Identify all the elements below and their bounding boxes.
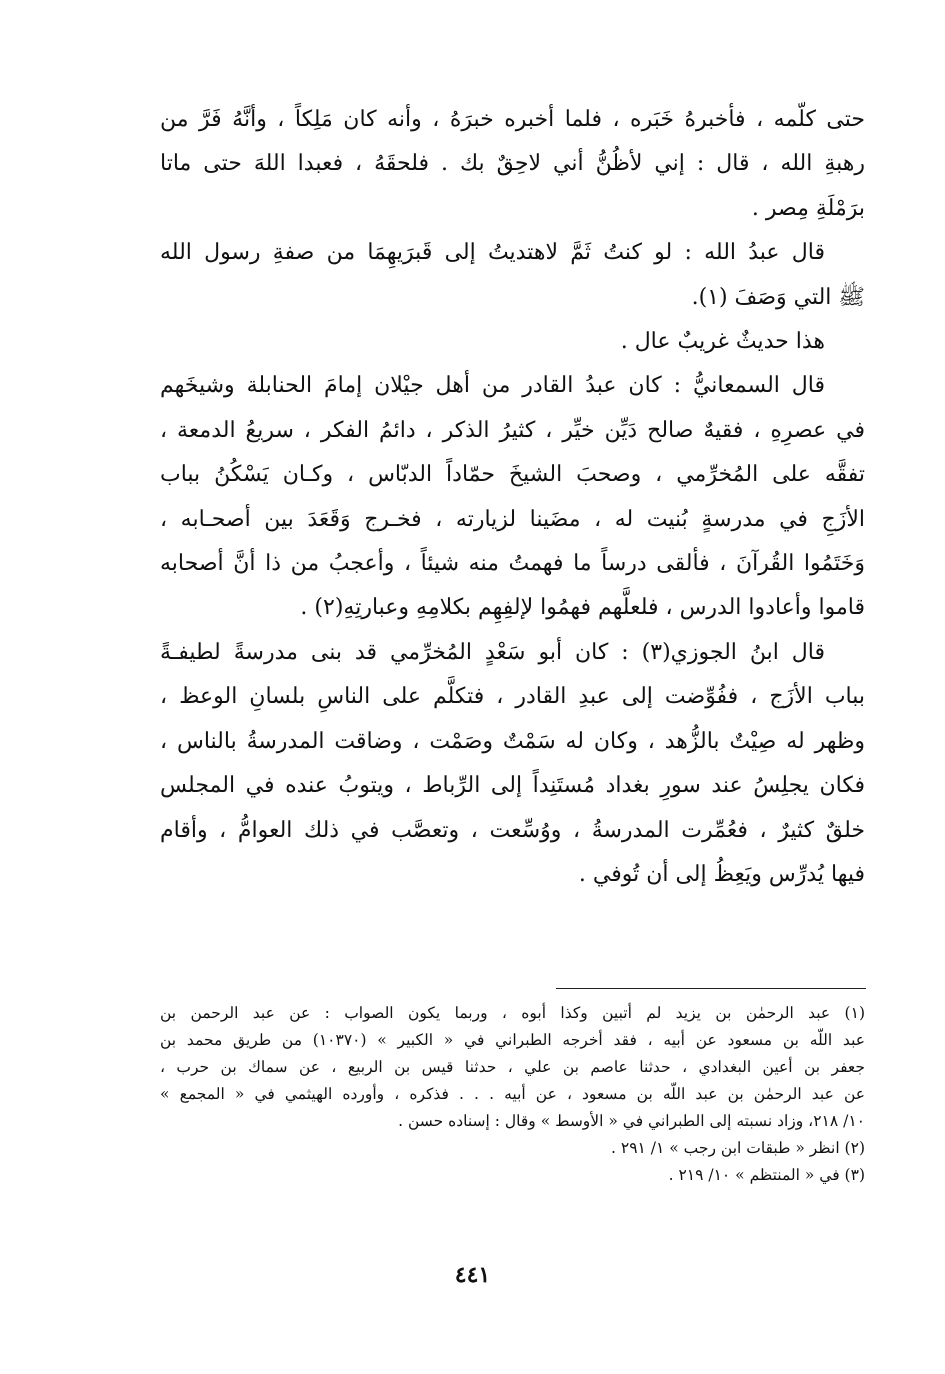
footnote-2: (٢) انظر « طبقات ابن رجب » ١/ ٢٩١ . [611, 1139, 865, 1157]
paragraph-3 [160, 320, 865, 364]
paragraph-5 [160, 631, 865, 897]
text-line: حتى كلّمه ، فأخبرهُ خَبَره ، فلما أخبره خبرَهُ ، وأنه كان مَلِكاً ، وأنَّهُ فَرَّ من [160, 107, 865, 132]
text-line: ﷺ التي وَصَفَ (١). [691, 284, 865, 310]
text-line: في عصرِهِ ، فقيهٌ صالح دَيِّن خيِّر ، كثيرُ الذكر ، دائمُ الفكر ، سريعُ الدمعة ، [160, 417, 865, 443]
text-line: قال ابنُ الجوزي(٣) : كان أبو سَعْدٍ المُخرِّمي قد بنى مدرسةً لطيفـةً [160, 639, 826, 665]
paragraph-4 [160, 364, 865, 630]
page-number: ٤٤١ [454, 1262, 491, 1288]
text-line: بباب الأزَج ، ففُوِّضت إلى عبدِ القادر ، فتكلَّم على الناسِ بلسانِ الوعظ ، [160, 684, 865, 710]
text-line: قال عبدُ الله : لو كنتُ ثَمَّ لاهتديتُ إلى قَبرَيهِمَا من صفةِ رسول الله [160, 240, 825, 266]
text-line: الأزَجِ في مدرسةٍ بُنيت له ، مضَينا لزيارته ، فخـرج وَقَعَدَ بين أصحـابه ، [160, 506, 865, 532]
text-line: قال السمعانيُّ : كان عبدُ القادر من أهل جيْلان إمامَ الحنابلة وشيخَهم [160, 373, 825, 399]
text-line: رهبةِ الله ، قال : إني لأظُنُّ أني لاحِقٌ بك . فلحقَهُ ، فعبدا اللهَ حتى ماتا [160, 151, 865, 177]
footnote-line: جعفر بن أعين البغدادي ، حدثنا عاصم بن علي ، حدثنا قيس بن الربيع ، عن سماك بن حرب ، [160, 1058, 865, 1076]
footnotes [160, 1000, 865, 1189]
main-text [160, 98, 865, 897]
text-line: فيها يُدرِّس ويَعِظُ إلى أن تُوفي . [578, 861, 865, 887]
footnote-line: عن عبد الرحمٰن بن عبد اللّه بن مسعود ، عن أبيه . . . فذكره ، وأورده الهيثمي في « المجمع » [160, 1085, 865, 1103]
text-line: خلقٌ كثيرٌ ، فعُمِّرت المدرسةُ ، ووُسِّعت ، وتعصَّب في ذلك العوامُّ ، وأقام [160, 817, 865, 843]
footnote-line: عبد اللّه بن مسعود عن أبيه ، فقد أخرجه الطبراني في « الكبير » (١٠٣٧٠) من طريق محمد بن [160, 1031, 865, 1049]
text-line: وظهر له صِيْتٌ بالزُّهد ، وكان له سَمْتٌ وصَمْت ، وضاقت المدرسةُ بالناس ، [160, 728, 865, 754]
text-line: قاموا وأعادوا الدرس ، فلعلَّهم فهمُوا لإلفِهِم بكلامِهِ وعبارتِهِ(٢) . [300, 595, 865, 621]
text-line: فكان يجلِسُ عند سورِ بغداد مُستَنِداً إلى الرِّباط ، ويتوبُ عنده في المجلس [160, 773, 865, 799]
footnote-3: (٣) في « المنتظم » ١٠/ ٢١٩ . [668, 1166, 865, 1184]
footnote-separator [556, 988, 866, 989]
paragraph-1 [160, 98, 865, 231]
text-line: هذا حديثٌ غريبٌ عال . [620, 329, 825, 355]
footnote-1 [160, 1000, 865, 1135]
footnote-line: (١) عبد الرحمٰن بن يزيد لم أتبين وكذا أبوه ، وربما يكون الصواب : عن عبد الرحمن بن [160, 1004, 865, 1022]
text-line: برَمْلَةِ مِصر . [751, 195, 865, 221]
text-line: وَخَتَمُوا القُرآنَ ، فألقى درساً ما فهمتُ منه شيئاً ، وأعجبُ من ذا أنَّ أصحابه [160, 551, 865, 577]
text-line: تفقَّه على المُخرِّمي ، وصحبَ الشيخَ حمّاداً الدبّاس ، وكـان يَسْكُنُ بباب [160, 462, 865, 488]
footnote-line: ١٠/ ٢١٨، وزاد نسبته إلى الطبراني في « الأوسط » وقال : إسناده حسن . [398, 1112, 865, 1130]
paragraph-2 [160, 231, 865, 320]
